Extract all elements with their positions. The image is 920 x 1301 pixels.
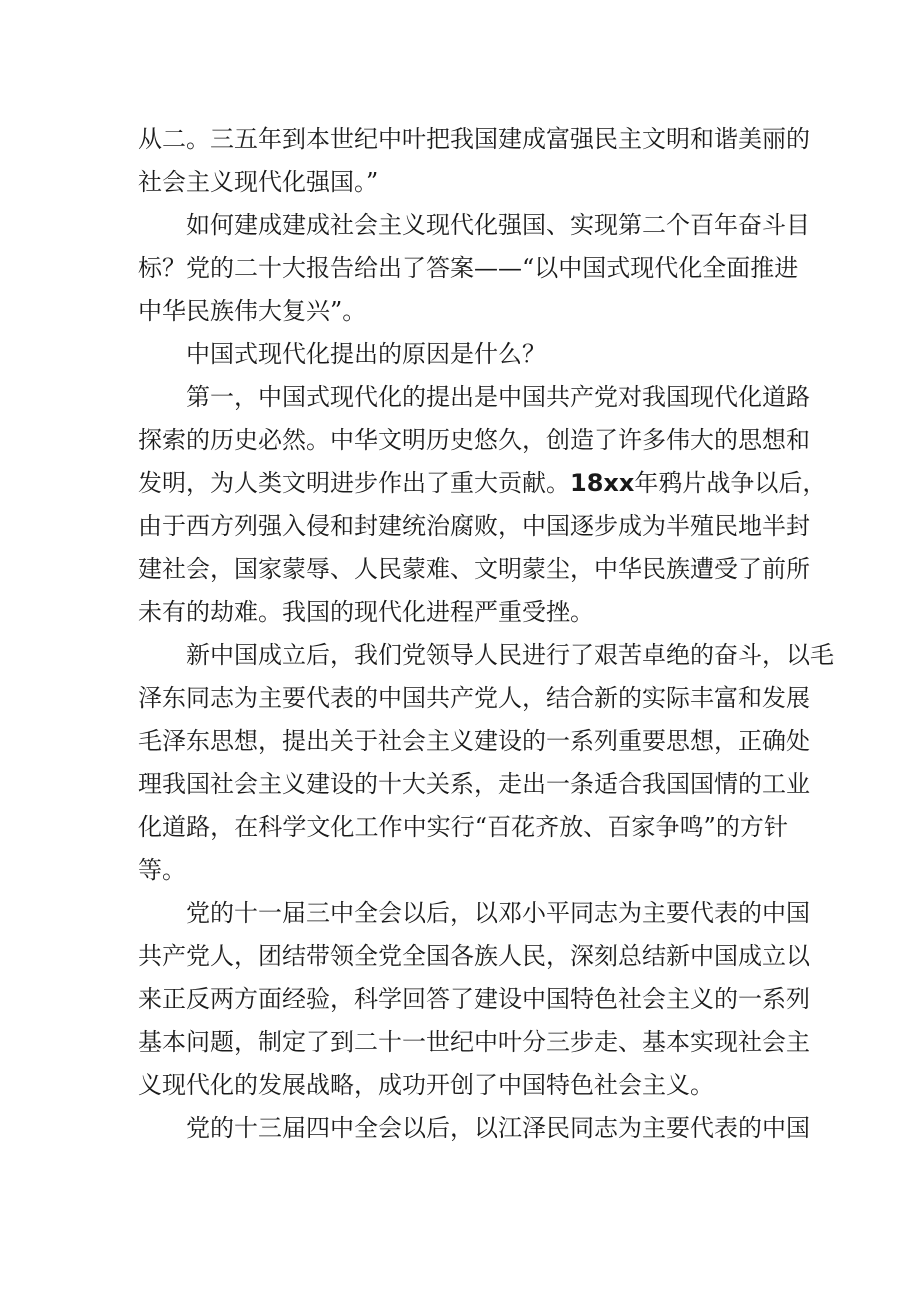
text-line: 社会主义现代化强国。” [138, 168, 379, 196]
text-line: 党的十一届三中全会以后，以邓小平同志为主要代表的中国 [186, 899, 810, 927]
text-line: 毛泽东思想，提出关于社会主义建设的一系列重要思想，正确处 [138, 727, 810, 755]
text-line: 未有的劫难。我国的现代化进程严重受挫。 [138, 598, 594, 626]
year-text: 18xx [570, 469, 635, 497]
text-line: 建社会，国家蒙辱、人民蒙难、文明蒙尘，中华民族遭受了前所 [138, 555, 810, 583]
text-line: 从二。三五年到本世纪中叶把我国建成富强民主文明和谐美丽的 [138, 125, 810, 153]
text-line: 义现代化的发展战略，成功开创了中国特色社会主义。 [138, 1071, 714, 1099]
text-line: 第一，中国式现代化的提出是中国共产党对我国现代化道路 [186, 383, 810, 411]
text-line: 共产党人，团结带领全党全国各族人民，深刻总结新中国成立以 [138, 942, 810, 970]
text-line: 基本问题，制定了到二十一世纪中叶分三步走、基本实现社会主 [138, 1028, 810, 1056]
text-line: 中华民族伟大复兴”。 [138, 297, 367, 325]
text-segment: 发明，为人类文明进步作出了重大贡献。 [138, 469, 570, 497]
text-line: 等。 [138, 856, 186, 884]
text-line: 标？党的二十大报告给出了答案——“以中国式现代化全面推进 [138, 254, 799, 282]
text-line: 理我国社会主义建设的十大关系，走出一条适合我国国情的工业 [138, 770, 810, 798]
text-segment: 年鸦片战争以后， [634, 469, 827, 497]
text-line: 中国式现代化提出的原因是什么？ [186, 340, 546, 368]
text-line: 如何建成建成社会主义现代化强国、实现第二个百年奋斗目 [186, 211, 810, 239]
text-line: 泽东同志为主要代表的中国共产党人，结合新的实际丰富和发展 [138, 684, 810, 712]
text-line [138, 468, 827, 498]
text-line: 新中国成立后，我们党领导人民进行了艰苦卓绝的奋斗，以毛 [186, 641, 834, 669]
text-line: 化道路，在科学文化工作中实行“百花齐放、百家争鸣”的方针 [138, 813, 788, 841]
text-line: 党的十三届四中全会以后，以江泽民同志为主要代表的中国 [186, 1114, 810, 1142]
text-line: 探索的历史必然。中华文明历史悠久，创造了许多伟大的思想和 [138, 426, 810, 454]
text-line: 来正反两方面经验，科学回答了建设中国特色社会主义的一系列 [138, 985, 810, 1013]
text-line: 由于西方列强入侵和封建统治腐败，中国逐步成为半殖民地半封 [138, 512, 810, 540]
